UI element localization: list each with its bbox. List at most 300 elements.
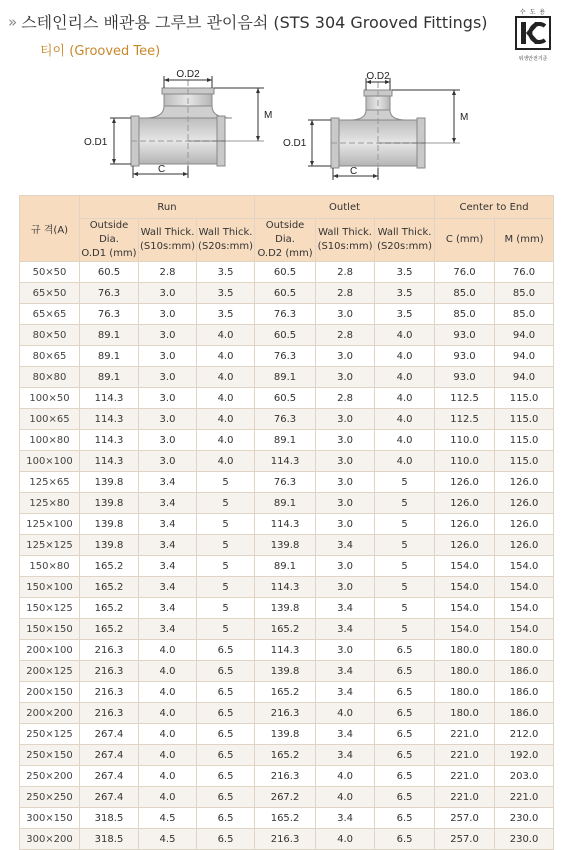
cell-c: 180.0 bbox=[435, 682, 495, 703]
cell-run-s10s: 4.0 bbox=[139, 661, 197, 682]
cell-c: 126.0 bbox=[435, 493, 495, 514]
subheader-line: Wall Thick. bbox=[140, 227, 195, 238]
subheader-line: C (mm) bbox=[445, 234, 484, 245]
cell-outlet-s20s: 6.5 bbox=[375, 661, 435, 682]
cell-run-od1: 267.4 bbox=[80, 724, 139, 745]
cell-outlet-s20s: 6.5 bbox=[375, 640, 435, 661]
cell-run-s10s: 3.0 bbox=[139, 388, 197, 409]
cell-run-s20s: 3.5 bbox=[197, 304, 255, 325]
table-row bbox=[20, 661, 554, 682]
cell-outlet-od2: 60.5 bbox=[255, 325, 316, 346]
cell-run-s10s: 4.0 bbox=[139, 787, 197, 808]
cell-run-s20s: 6.5 bbox=[197, 661, 255, 682]
center-to-end-group-header: Center to End bbox=[435, 196, 554, 219]
cell-run-od1: 318.5 bbox=[80, 808, 139, 829]
cell-outlet-od2: 216.3 bbox=[255, 766, 316, 787]
cell-run-od1: 139.8 bbox=[80, 493, 139, 514]
cell-m: 85.0 bbox=[495, 304, 554, 325]
cell-run-od1: 165.2 bbox=[80, 577, 139, 598]
table-row bbox=[20, 619, 554, 640]
cell-m: 126.0 bbox=[495, 514, 554, 535]
cell-run-s20s: 5 bbox=[197, 514, 255, 535]
cell-run-s20s: 6.5 bbox=[197, 745, 255, 766]
subheader-line: Outside Dia. bbox=[265, 220, 305, 245]
cell-c: 85.0 bbox=[435, 304, 495, 325]
cell-size: 125×100 bbox=[20, 514, 80, 535]
cell-outlet-s20s: 6.5 bbox=[375, 703, 435, 724]
od2-label-2: O.D2 bbox=[366, 71, 390, 82]
od2-label: O.D2 bbox=[176, 69, 200, 80]
cell-size: 80×65 bbox=[20, 346, 80, 367]
cell-outlet-od2: 89.1 bbox=[255, 367, 316, 388]
cell-outlet-s20s: 6.5 bbox=[375, 724, 435, 745]
table-row bbox=[20, 577, 554, 598]
cell-run-s10s: 4.0 bbox=[139, 724, 197, 745]
subheader-line: (S20s:mm) bbox=[377, 241, 432, 252]
cell-size: 125×65 bbox=[20, 472, 80, 493]
cell-run-s10s: 3.0 bbox=[139, 430, 197, 451]
cell-run-s10s: 3.0 bbox=[139, 283, 197, 304]
cell-m: 85.0 bbox=[495, 283, 554, 304]
cell-m: 126.0 bbox=[495, 535, 554, 556]
cell-m: 115.0 bbox=[495, 388, 554, 409]
table-row bbox=[20, 703, 554, 724]
tee-diagram bbox=[0, 66, 565, 191]
cell-outlet-s20s: 4.0 bbox=[375, 430, 435, 451]
cell-run-s20s: 5 bbox=[197, 472, 255, 493]
od1-label: O.D1 bbox=[84, 137, 108, 148]
cell-outlet-s10s: 3.0 bbox=[316, 472, 375, 493]
cell-run-s10s: 2.8 bbox=[139, 262, 197, 283]
subheader-line: (S20s:mm) bbox=[198, 241, 253, 252]
cell-outlet-s10s: 4.0 bbox=[316, 829, 375, 850]
subheader-row bbox=[20, 219, 554, 262]
table-row bbox=[20, 682, 554, 703]
m-label: M bbox=[264, 110, 273, 121]
cell-size: 80×50 bbox=[20, 325, 80, 346]
cell-run-s20s: 6.5 bbox=[197, 808, 255, 829]
table-row bbox=[20, 745, 554, 766]
cell-run-s10s: 3.4 bbox=[139, 619, 197, 640]
cell-run-s20s: 4.0 bbox=[197, 451, 255, 472]
cell-run-s10s: 3.4 bbox=[139, 472, 197, 493]
cell-run-s20s: 5 bbox=[197, 556, 255, 577]
table-row bbox=[20, 346, 554, 367]
cell-c: 93.0 bbox=[435, 367, 495, 388]
cell-outlet-s20s: 5 bbox=[375, 577, 435, 598]
cell-outlet-s10s: 3.0 bbox=[316, 346, 375, 367]
subheader-line: M (mm) bbox=[504, 234, 544, 245]
cell-run-s20s: 6.5 bbox=[197, 640, 255, 661]
cell-outlet-s10s: 3.4 bbox=[316, 598, 375, 619]
table-row bbox=[20, 472, 554, 493]
cell-size: 150×80 bbox=[20, 556, 80, 577]
cell-run-s10s: 3.4 bbox=[139, 493, 197, 514]
cell-outlet-s20s: 6.5 bbox=[375, 745, 435, 766]
cell-outlet-s10s: 3.4 bbox=[316, 808, 375, 829]
cell-run-s10s: 3.0 bbox=[139, 451, 197, 472]
cell-m: 212.0 bbox=[495, 724, 554, 745]
run-group-header: Run bbox=[80, 196, 255, 219]
table-row bbox=[20, 829, 554, 850]
cell-run-s10s: 3.0 bbox=[139, 367, 197, 388]
cell-run-s20s: 5 bbox=[197, 619, 255, 640]
cell-outlet-s10s: 3.0 bbox=[316, 514, 375, 535]
cell-m: 94.0 bbox=[495, 346, 554, 367]
cell-run-od1: 267.4 bbox=[80, 745, 139, 766]
cell-run-s10s: 4.0 bbox=[139, 703, 197, 724]
cell-run-od1: 89.1 bbox=[80, 325, 139, 346]
cell-outlet-od2: 89.1 bbox=[255, 493, 316, 514]
cell-run-s20s: 6.5 bbox=[197, 682, 255, 703]
cell-m: 230.0 bbox=[495, 808, 554, 829]
cell-outlet-s20s: 5 bbox=[375, 535, 435, 556]
cell-outlet-s10s: 3.4 bbox=[316, 745, 375, 766]
c-label-2: C bbox=[350, 166, 358, 177]
cell-c: 126.0 bbox=[435, 472, 495, 493]
cell-outlet-od2: 165.2 bbox=[255, 745, 316, 766]
cell-run-s20s: 4.0 bbox=[197, 388, 255, 409]
cell-size: 250×125 bbox=[20, 724, 80, 745]
subheader-line: O.D2 (mm) bbox=[257, 248, 313, 259]
cell-m: 115.0 bbox=[495, 409, 554, 430]
cell-m: 221.0 bbox=[495, 787, 554, 808]
cell-outlet-od2: 139.8 bbox=[255, 535, 316, 556]
cell-c: 154.0 bbox=[435, 577, 495, 598]
cell-run-od1: 76.3 bbox=[80, 283, 139, 304]
cell-c: 154.0 bbox=[435, 598, 495, 619]
table-row bbox=[20, 262, 554, 283]
cell-outlet-od2: 76.3 bbox=[255, 304, 316, 325]
cell-outlet-s10s: 2.8 bbox=[316, 262, 375, 283]
cell-m: 126.0 bbox=[495, 493, 554, 514]
cell-outlet-s10s: 3.4 bbox=[316, 724, 375, 745]
table-row bbox=[20, 598, 554, 619]
cell-c: 112.5 bbox=[435, 409, 495, 430]
cell-outlet-s10s: 3.0 bbox=[316, 556, 375, 577]
cell-size: 250×200 bbox=[20, 766, 80, 787]
cell-run-od1: 318.5 bbox=[80, 829, 139, 850]
cell-size: 250×250 bbox=[20, 787, 80, 808]
cell-outlet-s20s: 4.0 bbox=[375, 388, 435, 409]
cell-size: 250×150 bbox=[20, 745, 80, 766]
cell-c: 180.0 bbox=[435, 661, 495, 682]
cell-size: 150×125 bbox=[20, 598, 80, 619]
cell-size: 80×80 bbox=[20, 367, 80, 388]
cell-outlet-s20s: 5 bbox=[375, 619, 435, 640]
cell-run-s10s: 3.4 bbox=[139, 514, 197, 535]
cell-run-s10s: 3.0 bbox=[139, 409, 197, 430]
cell-outlet-s20s: 5 bbox=[375, 472, 435, 493]
cell-run-od1: 267.4 bbox=[80, 787, 139, 808]
cell-run-s10s: 4.0 bbox=[139, 745, 197, 766]
chevron-icon: » bbox=[8, 12, 14, 31]
cell-run-s20s: 3.5 bbox=[197, 262, 255, 283]
cell-outlet-od2: 89.1 bbox=[255, 556, 316, 577]
cell-size: 300×150 bbox=[20, 808, 80, 829]
cell-outlet-s20s: 5 bbox=[375, 598, 435, 619]
cell-run-s10s: 4.0 bbox=[139, 766, 197, 787]
cell-outlet-od2: 60.5 bbox=[255, 388, 316, 409]
cell-run-s20s: 5 bbox=[197, 598, 255, 619]
table-row bbox=[20, 325, 554, 346]
cell-outlet-s20s: 3.5 bbox=[375, 262, 435, 283]
cell-outlet-s20s: 5 bbox=[375, 556, 435, 577]
table-row bbox=[20, 304, 554, 325]
cell-size: 100×50 bbox=[20, 388, 80, 409]
cell-run-od1: 114.3 bbox=[80, 430, 139, 451]
cell-m: 186.0 bbox=[495, 682, 554, 703]
cell-run-od1: 216.3 bbox=[80, 682, 139, 703]
cell-outlet-s10s: 3.0 bbox=[316, 430, 375, 451]
cell-c: 126.0 bbox=[435, 535, 495, 556]
cell-outlet-s20s: 4.0 bbox=[375, 367, 435, 388]
kc-certification-logo bbox=[512, 7, 554, 62]
cell-size: 100×65 bbox=[20, 409, 80, 430]
cell-outlet-od2: 216.3 bbox=[255, 829, 316, 850]
cell-outlet-s20s: 4.0 bbox=[375, 346, 435, 367]
cell-size: 100×80 bbox=[20, 430, 80, 451]
cell-run-od1: 114.3 bbox=[80, 409, 139, 430]
cell-outlet-s20s: 5 bbox=[375, 493, 435, 514]
kc-mark-icon bbox=[515, 16, 551, 50]
cell-outlet-od2: 139.8 bbox=[255, 598, 316, 619]
cell-outlet-s20s: 4.0 bbox=[375, 409, 435, 430]
cell-run-od1: 216.3 bbox=[80, 703, 139, 724]
cell-c: 221.0 bbox=[435, 724, 495, 745]
cell-size: 65×65 bbox=[20, 304, 80, 325]
cell-outlet-s10s: 3.0 bbox=[316, 367, 375, 388]
subheader-line: O.D1 (mm) bbox=[81, 248, 137, 259]
cell-outlet-od2: 76.3 bbox=[255, 346, 316, 367]
table-body bbox=[20, 262, 554, 850]
cell-outlet-s10s: 3.0 bbox=[316, 304, 375, 325]
cell-size: 150×100 bbox=[20, 577, 80, 598]
cell-c: 85.0 bbox=[435, 283, 495, 304]
cell-c: 126.0 bbox=[435, 514, 495, 535]
table-row bbox=[20, 409, 554, 430]
table-row bbox=[20, 556, 554, 577]
cell-size: 125×125 bbox=[20, 535, 80, 556]
equal-tee-drawing bbox=[84, 69, 272, 178]
table-row bbox=[20, 388, 554, 409]
cell-run-od1: 114.3 bbox=[80, 388, 139, 409]
cell-c: 93.0 bbox=[435, 346, 495, 367]
cell-size: 200×150 bbox=[20, 682, 80, 703]
cell-outlet-s10s: 3.0 bbox=[316, 493, 375, 514]
cell-outlet-s20s: 6.5 bbox=[375, 787, 435, 808]
table-row bbox=[20, 283, 554, 304]
cell-m: 94.0 bbox=[495, 367, 554, 388]
cell-outlet-s10s: 3.0 bbox=[316, 577, 375, 598]
subheader-line: Wall Thick. bbox=[318, 227, 372, 238]
cell-run-od1: 216.3 bbox=[80, 640, 139, 661]
cell-outlet-s20s: 6.5 bbox=[375, 829, 435, 850]
cell-outlet-s10s: 3.4 bbox=[316, 619, 375, 640]
cell-outlet-od2: 114.3 bbox=[255, 577, 316, 598]
cell-size: 125×80 bbox=[20, 493, 80, 514]
cell-run-od1: 114.3 bbox=[80, 451, 139, 472]
cell-run-od1: 76.3 bbox=[80, 304, 139, 325]
cell-run-s20s: 6.5 bbox=[197, 703, 255, 724]
cell-run-od1: 139.8 bbox=[80, 535, 139, 556]
cell-outlet-od2: 139.8 bbox=[255, 661, 316, 682]
cell-run-s20s: 4.0 bbox=[197, 367, 255, 388]
cell-outlet-od2: 139.8 bbox=[255, 724, 316, 745]
cell-run-s20s: 6.5 bbox=[197, 787, 255, 808]
cell-m: 192.0 bbox=[495, 745, 554, 766]
outlet-group-header: Outlet bbox=[255, 196, 435, 219]
cell-m: 154.0 bbox=[495, 619, 554, 640]
cell-m: 203.0 bbox=[495, 766, 554, 787]
cell-c: 110.0 bbox=[435, 451, 495, 472]
cell-outlet-od2: 60.5 bbox=[255, 283, 316, 304]
cell-outlet-s10s: 4.0 bbox=[316, 766, 375, 787]
cell-run-od1: 165.2 bbox=[80, 598, 139, 619]
cell-m: 186.0 bbox=[495, 703, 554, 724]
cell-run-od1: 165.2 bbox=[80, 556, 139, 577]
cell-run-s20s: 6.5 bbox=[197, 724, 255, 745]
outlet-wall-s10s-header bbox=[316, 219, 375, 262]
cell-run-od1: 267.4 bbox=[80, 766, 139, 787]
subheader-line: Outside Dia. bbox=[89, 220, 129, 245]
cell-run-s20s: 4.0 bbox=[197, 346, 255, 367]
table-row bbox=[20, 535, 554, 556]
cell-outlet-s20s: 6.5 bbox=[375, 766, 435, 787]
cell-size: 100×100 bbox=[20, 451, 80, 472]
cell-run-s10s: 4.0 bbox=[139, 682, 197, 703]
table-row bbox=[20, 367, 554, 388]
cell-m: 94.0 bbox=[495, 325, 554, 346]
cell-run-s10s: 3.4 bbox=[139, 577, 197, 598]
cell-c: 110.0 bbox=[435, 430, 495, 451]
cell-c: 180.0 bbox=[435, 640, 495, 661]
subheader-line: Wall Thick. bbox=[377, 227, 432, 238]
page-subtitle: 티이 (Grooved Tee) bbox=[40, 44, 161, 59]
cell-c: 76.0 bbox=[435, 262, 495, 283]
cell-run-od1: 60.5 bbox=[80, 262, 139, 283]
kc-bottom-text: 위생안전기준 bbox=[518, 56, 548, 62]
cell-run-s10s: 3.0 bbox=[139, 304, 197, 325]
table-row bbox=[20, 514, 554, 535]
od1-label-2: O.D1 bbox=[283, 138, 307, 149]
cell-outlet-s10s: 4.0 bbox=[316, 703, 375, 724]
run-wall-s10s-header bbox=[139, 219, 197, 262]
cell-outlet-s20s: 6.5 bbox=[375, 808, 435, 829]
cell-c: 257.0 bbox=[435, 808, 495, 829]
specification-table bbox=[19, 195, 554, 850]
cell-outlet-s10s: 3.4 bbox=[316, 535, 375, 556]
run-od1-header bbox=[80, 219, 139, 262]
cell-m: 126.0 bbox=[495, 472, 554, 493]
cell-outlet-s10s: 2.8 bbox=[316, 388, 375, 409]
cell-m: 76.0 bbox=[495, 262, 554, 283]
cell-run-s10s: 3.4 bbox=[139, 535, 197, 556]
cell-outlet-s10s: 3.0 bbox=[316, 409, 375, 430]
cell-outlet-od2: 114.3 bbox=[255, 640, 316, 661]
cell-run-od1: 139.8 bbox=[80, 514, 139, 535]
cell-m: 115.0 bbox=[495, 430, 554, 451]
table-row bbox=[20, 787, 554, 808]
cell-m: 115.0 bbox=[495, 451, 554, 472]
cell-size: 150×150 bbox=[20, 619, 80, 640]
cell-run-od1: 139.8 bbox=[80, 472, 139, 493]
cell-c: 221.0 bbox=[435, 787, 495, 808]
cell-m: 154.0 bbox=[495, 556, 554, 577]
cell-run-s10s: 3.4 bbox=[139, 598, 197, 619]
cell-run-s10s: 3.0 bbox=[139, 325, 197, 346]
cell-run-s10s: 4.0 bbox=[139, 640, 197, 661]
cell-size: 200×100 bbox=[20, 640, 80, 661]
cell-run-s10s: 3.4 bbox=[139, 556, 197, 577]
cell-outlet-s20s: 4.0 bbox=[375, 451, 435, 472]
cell-outlet-s10s: 4.0 bbox=[316, 787, 375, 808]
cell-outlet-od2: 76.3 bbox=[255, 409, 316, 430]
cell-run-s20s: 4.0 bbox=[197, 325, 255, 346]
cell-size: 300×200 bbox=[20, 829, 80, 850]
cell-c: 112.5 bbox=[435, 388, 495, 409]
center-c-header bbox=[435, 219, 495, 262]
cell-outlet-od2: 76.3 bbox=[255, 472, 316, 493]
kc-top-text: 수 도 용 bbox=[519, 9, 547, 16]
subheader-line: (S10s:mm) bbox=[140, 241, 195, 252]
table-row bbox=[20, 430, 554, 451]
cell-run-od1: 89.1 bbox=[80, 346, 139, 367]
cell-c: 221.0 bbox=[435, 766, 495, 787]
cell-run-s20s: 5 bbox=[197, 577, 255, 598]
center-m-header bbox=[495, 219, 554, 262]
cell-size: 200×125 bbox=[20, 661, 80, 682]
outlet-wall-s20s-header bbox=[375, 219, 435, 262]
size-header: 규 격(A) bbox=[20, 196, 80, 262]
cell-outlet-s10s: 2.8 bbox=[316, 283, 375, 304]
cell-outlet-s10s: 3.0 bbox=[316, 640, 375, 661]
cell-run-od1: 89.1 bbox=[80, 367, 139, 388]
cell-outlet-od2: 60.5 bbox=[255, 262, 316, 283]
cell-outlet-s20s: 6.5 bbox=[375, 682, 435, 703]
cell-outlet-od2: 267.2 bbox=[255, 787, 316, 808]
cell-outlet-od2: 114.3 bbox=[255, 514, 316, 535]
cell-outlet-s10s: 2.8 bbox=[316, 325, 375, 346]
cell-outlet-s20s: 3.5 bbox=[375, 304, 435, 325]
reducing-tee-drawing bbox=[283, 71, 468, 180]
table-row bbox=[20, 451, 554, 472]
cell-outlet-s20s: 4.0 bbox=[375, 325, 435, 346]
cell-outlet-od2: 89.1 bbox=[255, 430, 316, 451]
cell-run-s20s: 4.0 bbox=[197, 409, 255, 430]
cell-c: 154.0 bbox=[435, 619, 495, 640]
cell-run-s20s: 3.5 bbox=[197, 283, 255, 304]
cell-outlet-s10s: 3.4 bbox=[316, 661, 375, 682]
table-row bbox=[20, 640, 554, 661]
cell-run-od1: 216.3 bbox=[80, 661, 139, 682]
cell-c: 221.0 bbox=[435, 745, 495, 766]
run-wall-s20s-header bbox=[197, 219, 255, 262]
cell-outlet-s20s: 3.5 bbox=[375, 283, 435, 304]
cell-m: 230.0 bbox=[495, 829, 554, 850]
cell-run-od1: 165.2 bbox=[80, 619, 139, 640]
cell-run-s20s: 4.0 bbox=[197, 430, 255, 451]
cell-outlet-od2: 165.2 bbox=[255, 619, 316, 640]
cell-c: 180.0 bbox=[435, 703, 495, 724]
cell-c: 93.0 bbox=[435, 325, 495, 346]
cell-outlet-od2: 165.2 bbox=[255, 682, 316, 703]
cell-outlet-od2: 216.3 bbox=[255, 703, 316, 724]
cell-outlet-s10s: 3.4 bbox=[316, 682, 375, 703]
cell-run-s10s: 3.0 bbox=[139, 346, 197, 367]
cell-outlet-od2: 114.3 bbox=[255, 451, 316, 472]
subheader-line: Wall Thick. bbox=[198, 227, 253, 238]
